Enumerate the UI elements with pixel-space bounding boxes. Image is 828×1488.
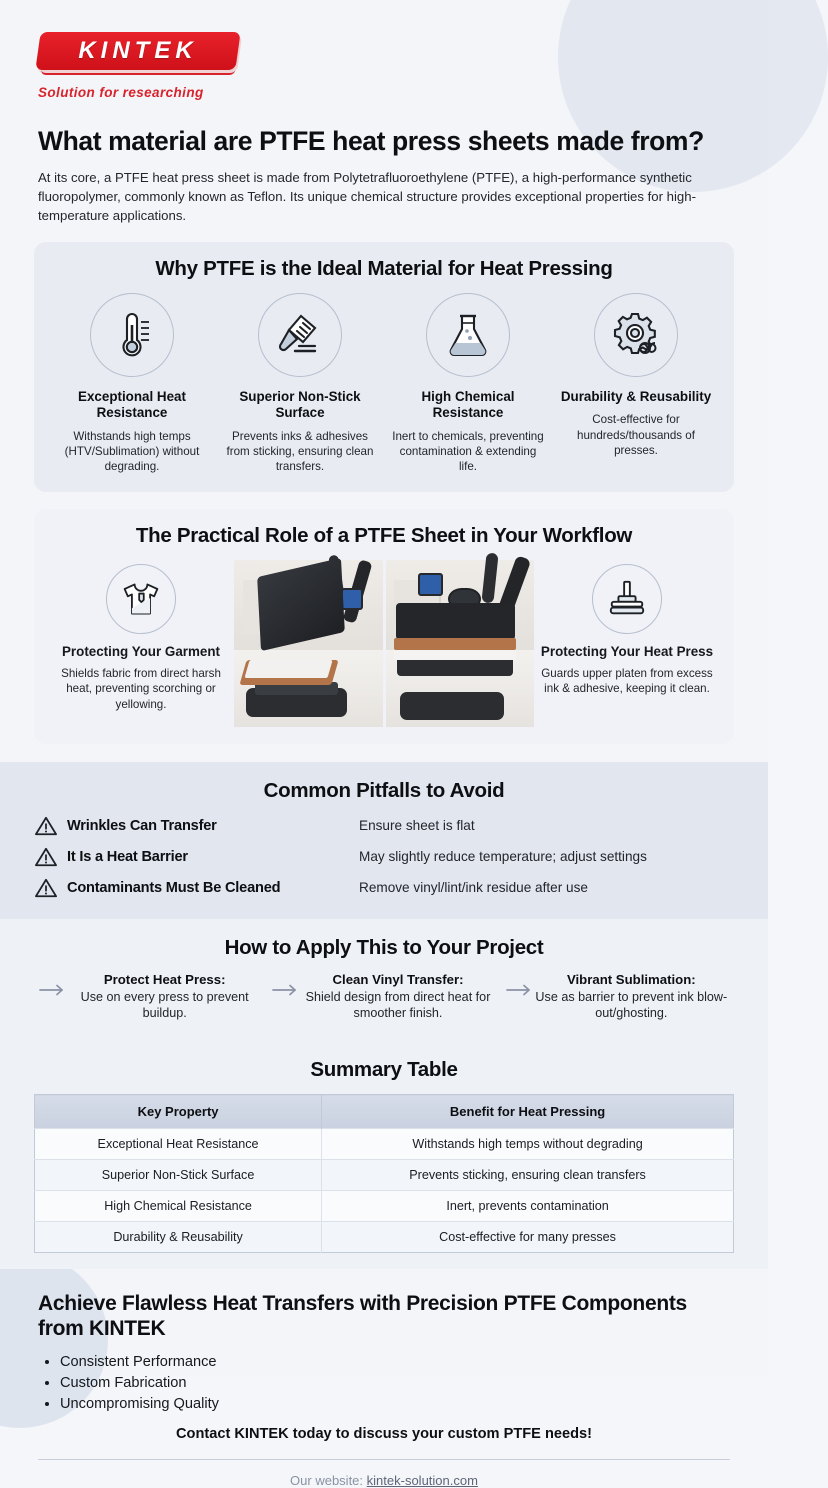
- feature-title: High Chemical Resistance: [421, 389, 515, 421]
- workflow-section: [34, 509, 734, 744]
- pitfall-fix: Remove vinyl/lint/ink residue after use: [359, 880, 588, 896]
- workflow-right: [534, 560, 720, 697]
- cta-contact-line: Contact KINTEK today to discuss your custom PTFE needs!: [176, 1426, 592, 1443]
- pitfalls-section: [0, 762, 768, 919]
- logo-badge: [38, 32, 238, 70]
- feature-desc: Inert to chemicals, preventing contamination & extending life.: [392, 429, 544, 474]
- brand-logo[interactable]: [0, 0, 768, 100]
- why-section-title: Why PTFE is the Ideal Material for Heat Pressing: [155, 257, 613, 280]
- tshirt-icon: [106, 564, 176, 634]
- feature-card: [384, 293, 552, 475]
- page-title: What material are PTFE heat press sheets made from?: [38, 126, 704, 156]
- logo-tagline: Solution for researching: [38, 85, 204, 100]
- table-cell-benefit: Withstands high temps without degrading: [322, 1129, 734, 1160]
- footer: [0, 1473, 768, 1488]
- summary-section-title: Summary Table: [310, 1058, 458, 1082]
- cta-bullet: • Custom Fabrication: [60, 1373, 730, 1394]
- open-heat-press-photo: [234, 560, 383, 727]
- workflow-row: [48, 560, 720, 727]
- workflow-left-desc: Shields fabric from direct harsh heat, preventing scorching or yellowing.: [61, 666, 221, 711]
- warning-triangle-icon: [34, 846, 58, 868]
- apply-step-desc: Shield design from direct heat for smoother finish.: [305, 989, 491, 1020]
- apply-step: [267, 972, 500, 1022]
- feature-grid: [48, 293, 720, 475]
- feature-title: Exceptional Heat Resistance: [78, 389, 186, 421]
- heat-press-platen-icon: [592, 564, 662, 634]
- table-cell-property: Durability & Reusability: [35, 1222, 322, 1253]
- feature-title: Superior Non-Stick Surface: [239, 389, 361, 421]
- logo-wordmark: KINTEK: [78, 37, 198, 64]
- table-row: [35, 1160, 734, 1191]
- flask-icon: [426, 293, 510, 377]
- workflow-photos: [234, 560, 534, 727]
- cta-section: [38, 1291, 730, 1442]
- table-cell-property: Superior Non-Stick Surface: [35, 1160, 322, 1191]
- cta-bullet: • Uncompromising Quality: [60, 1394, 730, 1415]
- table-cell-property: Exceptional Heat Resistance: [35, 1129, 322, 1160]
- pitfall-fix: May slightly reduce temperature; adjust settings: [359, 849, 647, 865]
- workflow-section-title: The Practical Role of a PTFE Sheet in Your Workflow: [135, 523, 633, 547]
- warning-triangle-icon: [34, 815, 58, 837]
- pitfall-row: [34, 815, 734, 837]
- table-row: [35, 1222, 734, 1253]
- pitfall-row: [34, 846, 734, 868]
- website-link[interactable]: kintek-solution.com: [366, 1473, 478, 1488]
- feature-title: Durability & Reusability: [560, 389, 712, 404]
- pitfall-row: [34, 877, 734, 899]
- feature-desc: Prevents inks & adhesives from sticking, ensuring clean transfers.: [226, 429, 374, 474]
- apply-step: [501, 972, 734, 1022]
- arrow-right-icon: [506, 972, 534, 1001]
- footer-label: Our website:: [290, 1473, 364, 1488]
- pitfall-name: Wrinkles Can Transfer: [67, 817, 217, 834]
- table-row: [35, 1129, 734, 1160]
- pitfall-name: It Is a Heat Barrier: [67, 848, 188, 865]
- feature-card: [48, 293, 216, 475]
- closed-heat-press-photo: [386, 560, 535, 727]
- summary-table: [34, 1094, 734, 1253]
- pitfall-name: Contaminants Must Be Cleaned: [67, 879, 281, 896]
- workflow-right-desc: Guards upper platen from excess ink & adhesive, keeping it clean.: [541, 666, 713, 696]
- apply-step: [34, 972, 267, 1022]
- summary-section: [0, 1041, 768, 1269]
- table-cell-benefit: Prevents sticking, ensuring clean transfers: [322, 1160, 734, 1191]
- feature-desc: Cost-effective for hundreds/thousands of presses.: [577, 413, 695, 457]
- apply-steps: [34, 972, 734, 1022]
- workflow-right-title: Protecting Your Heat Press: [540, 643, 714, 659]
- table-column-header: Benefit for Heat Pressing: [322, 1095, 734, 1129]
- arrow-right-icon: [272, 972, 300, 1001]
- pitfall-fix: Ensure sheet is flat: [359, 818, 475, 834]
- apply-section-title: How to Apply This to Your Project: [224, 935, 544, 959]
- apply-section: [0, 919, 768, 1042]
- summary-table-wrap: [34, 1094, 734, 1253]
- cta-bullet-list: [60, 1352, 730, 1415]
- arrow-right-icon: [39, 972, 67, 1001]
- apply-step-desc: Use as barrier to prevent ink blow-out/ghosting.: [535, 989, 728, 1020]
- table-row: [35, 1191, 734, 1222]
- feature-card: [552, 293, 720, 475]
- table-cell-property: High Chemical Resistance: [35, 1191, 322, 1222]
- feature-card: [216, 293, 384, 475]
- apply-step-desc: Use on every press to prevent buildup.: [80, 989, 249, 1020]
- feature-desc: Withstands high temps (HTV/Sublimation) without degrading.: [64, 429, 200, 474]
- apply-step-title: Vibrant Sublimation:: [566, 971, 696, 987]
- workflow-left: [48, 560, 234, 712]
- warning-triangle-icon: [34, 877, 58, 899]
- table-cell-benefit: Cost-effective for many presses: [322, 1222, 734, 1253]
- spatula-icon: [258, 293, 342, 377]
- table-header-row: [35, 1095, 734, 1129]
- cta-bullet: • Consistent Performance: [60, 1352, 730, 1373]
- table-cell-benefit: Inert, prevents contamination: [322, 1191, 734, 1222]
- apply-step-title: Protect Heat Press:: [103, 971, 226, 987]
- intro-paragraph: At its core, a PTFE heat press sheet is made from Polytetrafluoroethylene (PTFE), a high-performance synthetic fluoropolymer, commonly known as Teflon. Its unique chemical structure provides exceptional properties for high-temperature applications.: [38, 170, 696, 223]
- thermometer-icon: [90, 293, 174, 377]
- why-ptfe-section: [34, 242, 734, 492]
- footer-divider: [38, 1459, 730, 1460]
- pitfalls-section-title: Common Pitfalls to Avoid: [263, 778, 505, 802]
- pitfalls-list: [34, 815, 734, 899]
- workflow-left-title: Protecting Your Garment: [62, 643, 220, 659]
- apply-step-title: Clean Vinyl Transfer:: [332, 971, 464, 987]
- table-column-header: Key Property: [35, 1095, 322, 1129]
- gear-infinity-icon: [594, 293, 678, 377]
- cta-title: Achieve Flawless Heat Transfers with Precision PTFE Components from KINTEK: [38, 1292, 687, 1341]
- logo-edge: [41, 70, 236, 75]
